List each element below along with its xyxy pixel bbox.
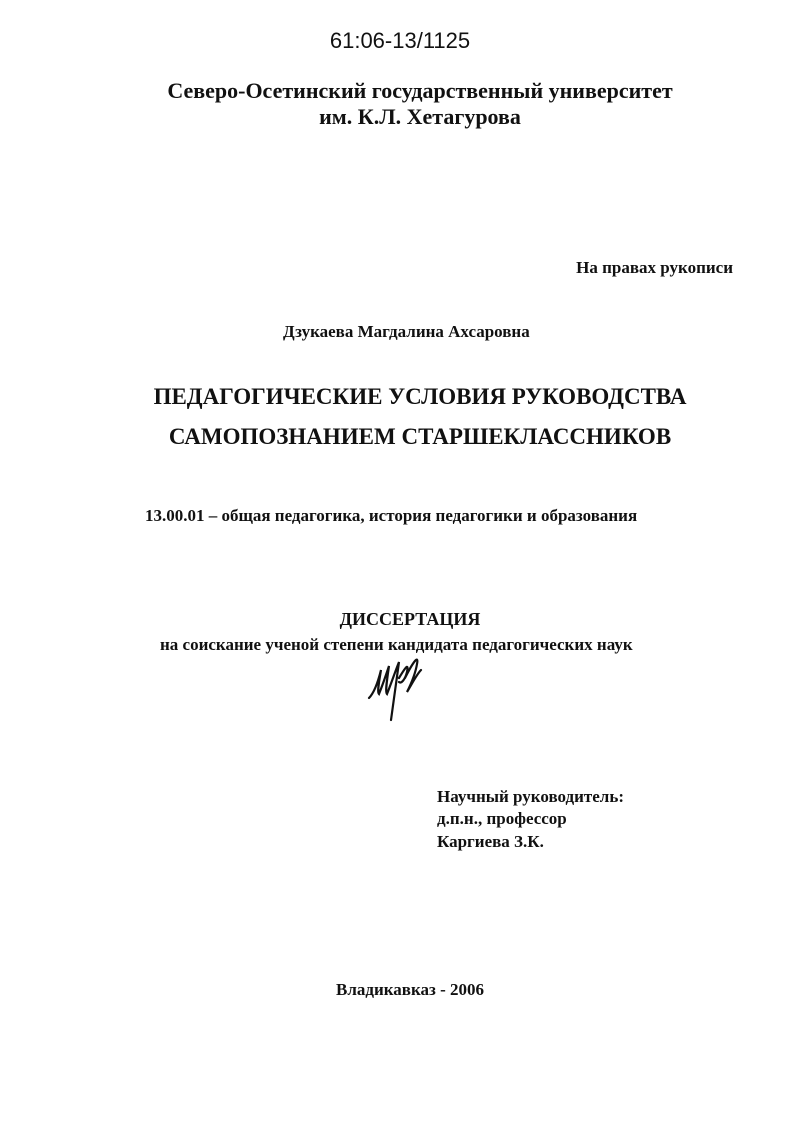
institution-name-suffix: им. К.Л. Хетагурова	[319, 104, 521, 129]
dissertation-title-line-2: САМОПОЗНАНИЕМ СТАРШЕКЛАССНИКОВ	[168, 424, 672, 449]
supervisor-name: Каргиева З.К.	[437, 832, 544, 851]
dissertation-title-line-1: ПЕДАГОГИЧЕСКИЕ УСЛОВИЯ РУКОВОДСТВА	[153, 384, 687, 409]
institution-name: Северо-Осетинский государственный университет	[167, 78, 673, 103]
work-type: ДИССЕРТАЦИЯ	[339, 609, 481, 629]
document-code: 61:06-13/1125	[329, 28, 471, 53]
rights-note: На правах рукописи	[576, 258, 733, 277]
author-name: Дзукаева Магдалина Ахсаровна	[283, 322, 530, 341]
specialty: 13.00.01 – общая педагогика, история педагогики и образования	[145, 506, 638, 525]
supervisor-label: Научный руководитель:	[437, 787, 624, 806]
supervisor-rank: д.п.н., профессор	[437, 809, 567, 828]
signature	[365, 648, 435, 723]
place-year: Владикавказ - 2006	[335, 980, 485, 999]
degree-statement: на соискание ученой степени кандидата педагогических наук	[160, 635, 633, 654]
